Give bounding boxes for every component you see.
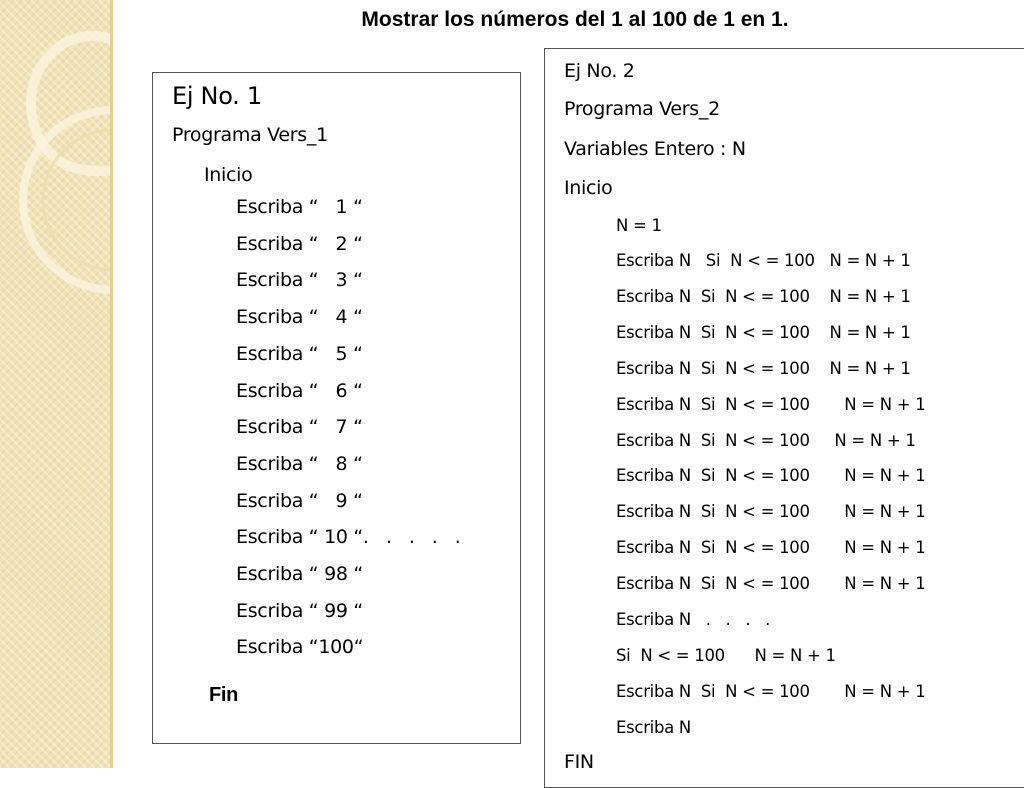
example-1-program-name: Programa Vers_1 [172,124,328,146]
example-1-code-line: Escriba “ 1 “ [236,196,363,218]
example-1-code-line: Escriba “ 98 “ [236,563,363,585]
example-1-code-line: Escriba “ 4 “ [236,306,363,329]
example-2-code-line: Escriba N . . . . [616,610,771,629]
example-2-code-line: Escriba N Si N < = 100 N = N + 1 [616,286,911,306]
example-2-code-line: Escriba N Si N < = 100 N = N + 1 [616,358,911,378]
example-1-code-line: Escriba “ 7 “ [236,416,363,439]
example-2-variables: Variables Entero : N [564,138,746,160]
example-2-heading: Ej No. 2 [564,60,635,82]
example-2-init: N = 1 [616,216,662,235]
example-1-code-line: Escriba “ 99 “ [236,599,363,622]
example-2-start: Inicio [564,177,613,199]
example-2-code-line: Escriba N Si N < = 100 N = N + 1 [616,430,916,450]
example-1-heading: Ej No. 1 [172,82,262,110]
example-1-box [152,72,521,744]
example-1-start: Inicio [204,164,253,186]
example-2-code-line: Escriba N Si N < = 100 N = N + 1 [616,502,926,522]
example-2-code-line: Escriba N Si N < = 100 N = N + 1 [616,251,911,270]
example-2-code-line: Escriba N Si N < = 100 N = N + 1 [616,538,926,558]
example-1-code-line: Escriba “ 3 “ [236,269,363,292]
example-2-box [544,48,1024,788]
decorative-side-band [0,0,113,768]
example-1-code-line: Escriba “ 6 “ [236,379,363,402]
example-1-code-line: Escriba “100“ [236,636,364,659]
example-1-code-line: Escriba “ 8 “ [236,452,363,475]
example-2-code-line: Escriba N [616,717,691,737]
example-1-code-line: Escriba “ 10 “. . . . . [236,526,461,549]
example-2-end: FIN [564,751,594,773]
example-2-code-line: Escriba N Si N < = 100 N = N + 1 [616,681,926,701]
example-1-end: Fin [209,684,239,706]
example-1-code-line: Escriba “ 2 “ [236,232,363,255]
page-title: Mostrar los números del 1 al 100 de 1 en 1. [361,8,789,31]
example-2-code-line: Escriba N Si N < = 100 N = N + 1 [616,574,926,594]
example-2-program-name: Programa Vers_2 [564,98,720,120]
example-2-code-line: Escriba N Si N < = 100 N = N + 1 [616,394,926,414]
example-2-code-line: Si N < = 100 N = N + 1 [616,645,836,665]
example-2-code-line: Escriba N Si N < = 100 N = N + 1 [616,466,926,486]
decorative-swirl-graphic [0,0,113,768]
example-1-code-line: Escriba “ 5 “ [236,342,363,365]
example-2-code-line: Escriba N Si N < = 100 N = N + 1 [616,322,911,342]
example-1-code-line: Escriba “ 9 “ [236,489,363,512]
